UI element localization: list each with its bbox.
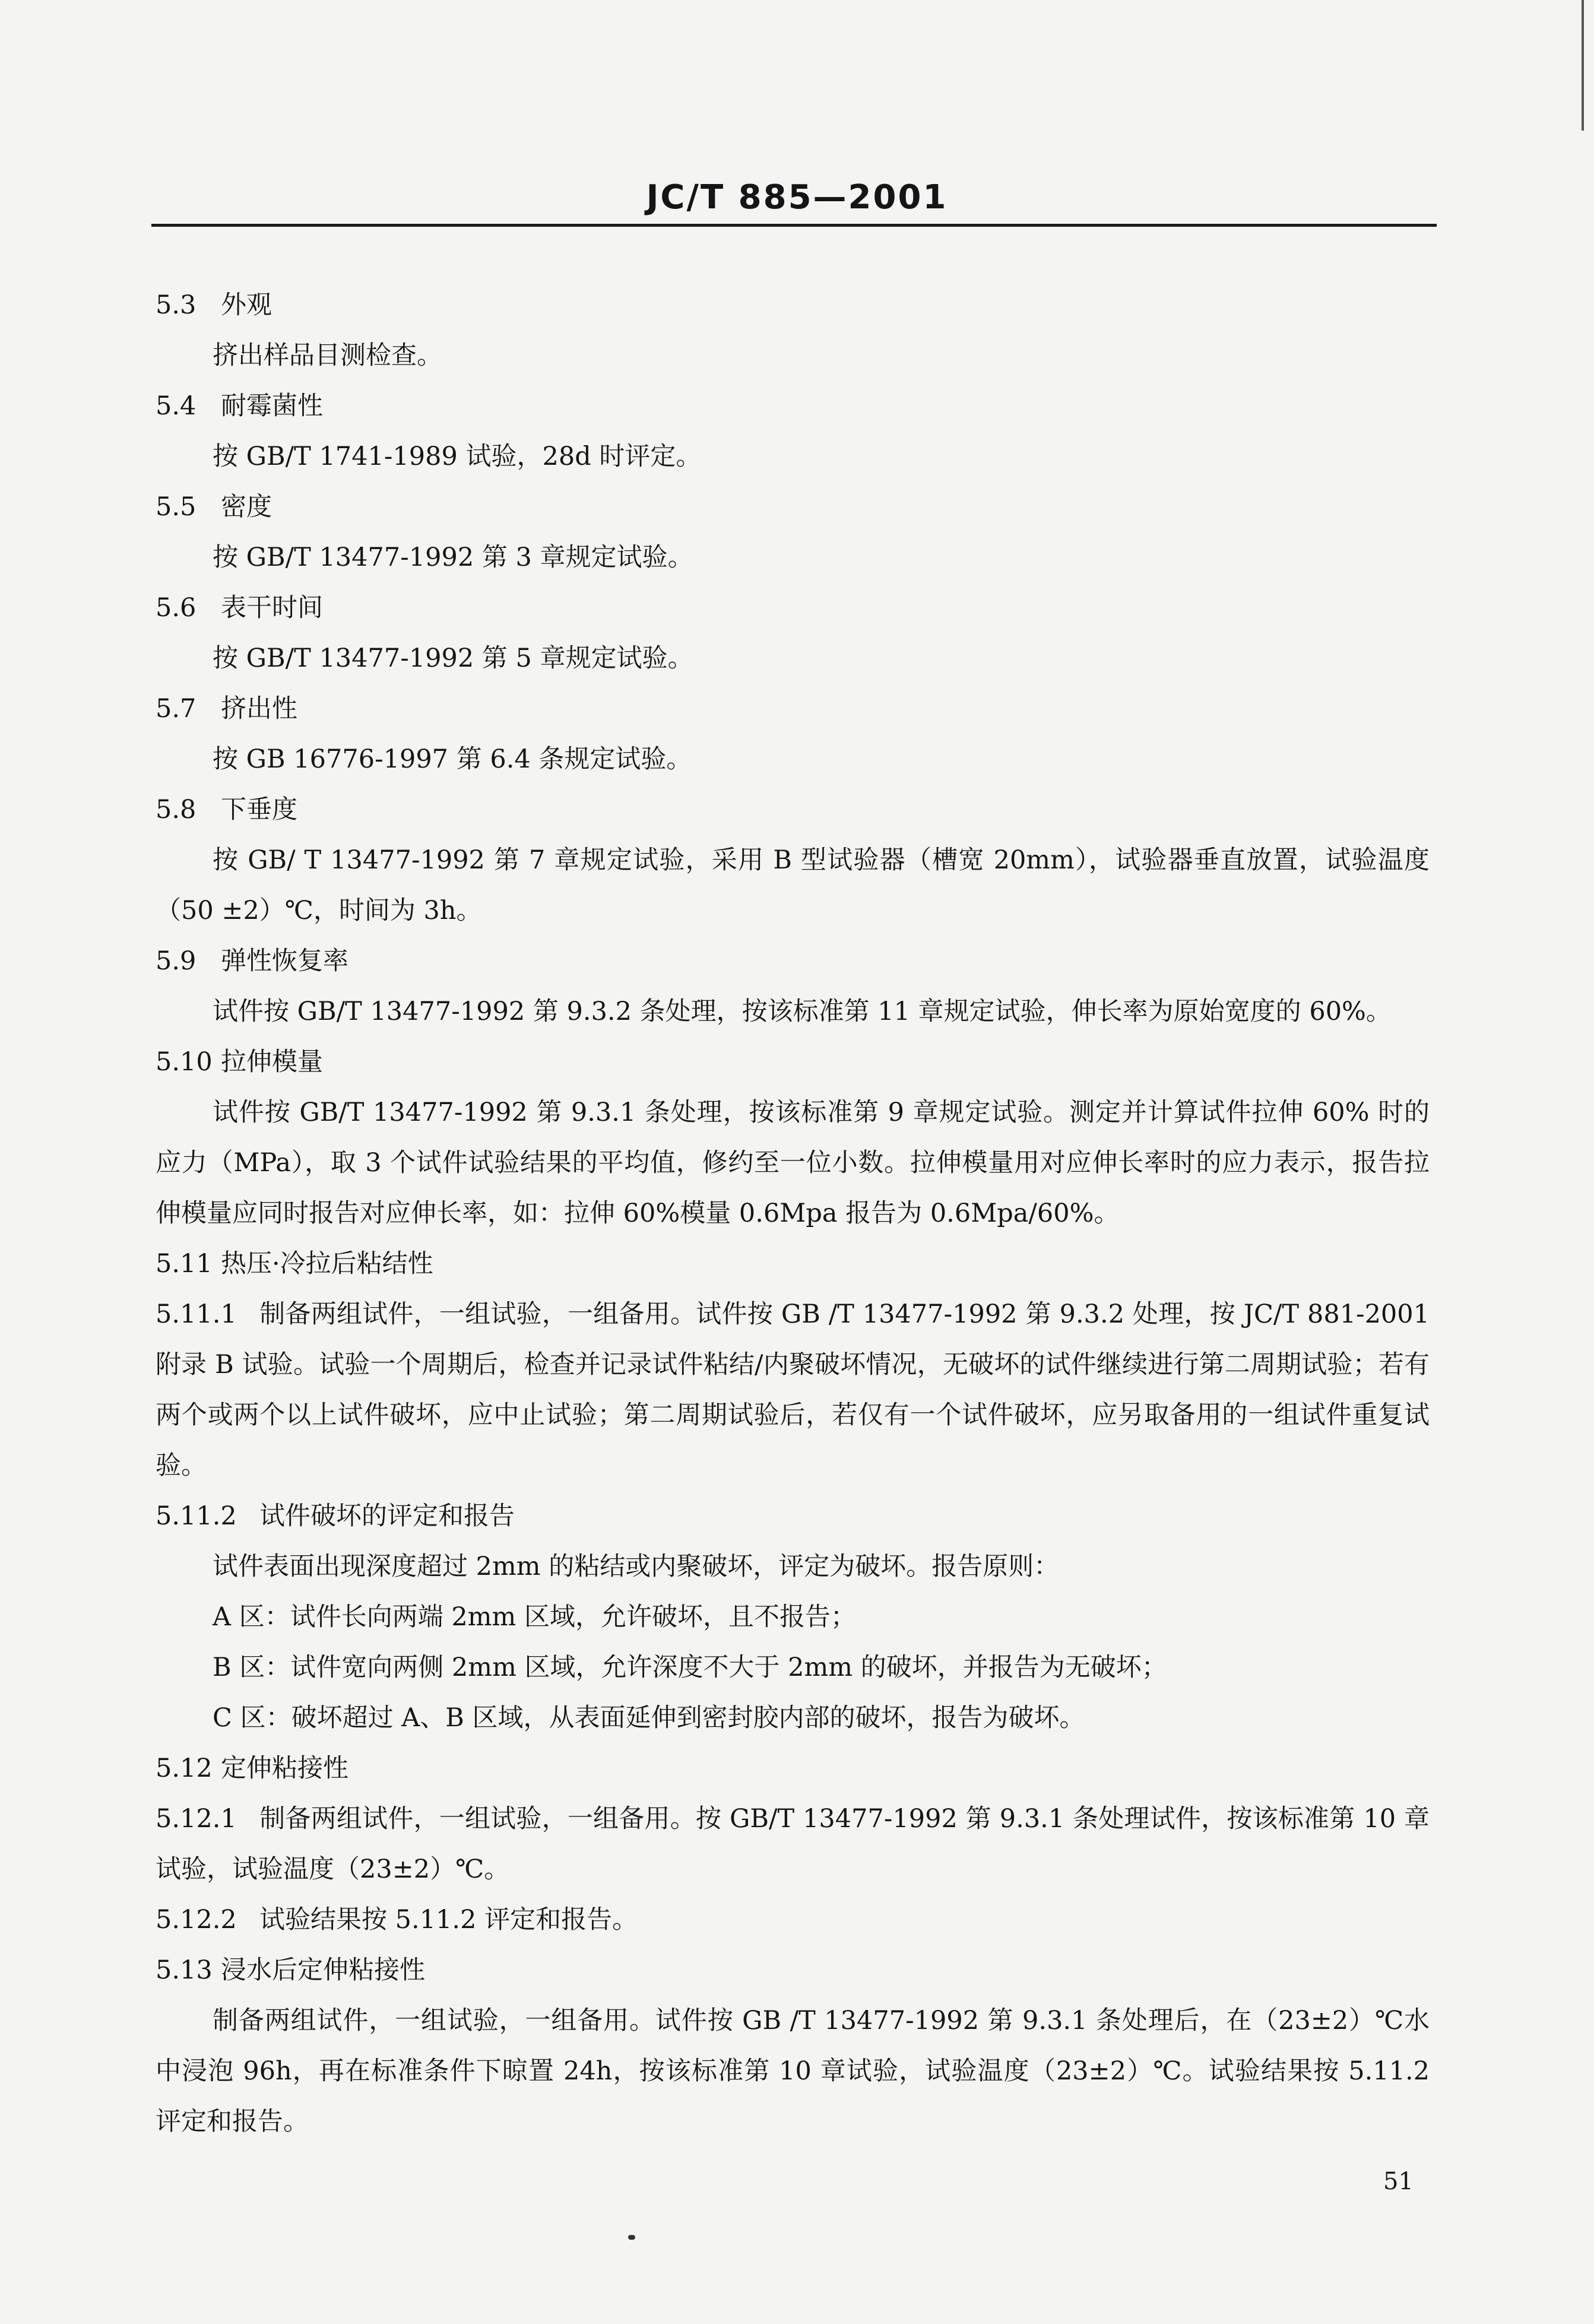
section-heading-5-11-2: 5.11.2 试件破坏的评定和报告 [156,1501,515,1531]
section-body-5-12-2: 5.12.2 试验结果按 5.11.2 评定和报告。 [156,1905,638,1935]
section-body-5-9: 试件按 GB/T 13477-1992 第 9.3.2 条处理，按该标准第 11 章规定试验，伸长率为原始宽度的 60%。 [213,997,1392,1026]
zone-b-rule: B 区：试件宽向两侧 2mm 区域，允许深度不大于 2mm 的破坏，并报告为无破坏； [213,1653,1167,1682]
standard-code-header: JC/T 885—2001 [646,178,948,217]
page-number: 51 [1383,2168,1414,2195]
section-heading-5-3: 5.3 外观 [156,290,272,320]
scan-dot-mark [628,2235,635,2240]
section-heading-5-13: 5.13 浸水后定伸粘接性 [156,1955,425,1985]
section-body-5-11-1: 5.11.1 制备两组试件，一组试验，一组备用。试件按 GB /T 13477-1992 第 9.3.2 处理，按 JC/T 881-2001 附录 B 试验。试验一个周期后，检查并记录试件粘结/内聚破坏情况，无破坏的试件继续进行第二周期试验；若有两个或两个以上试件破坏，应中止试验；第二周期试验后，若仅有一个试件破坏，应另取备用的一组试件重复试验。 [156,1299,1430,1480]
section-heading-5-9: 5.9 弹性恢复率 [156,946,348,976]
zone-c-rule: C 区：破坏超过 A、B 区域，从表面延伸到密封胶内部的破坏，报告为破坏。 [213,1703,1085,1733]
section-heading-5-6: 5.6 表干时间 [156,593,323,623]
section-body-5-13: 制备两组试件，一组试验，一组备用。试件按 GB /T 13477-1992 第 9.3.1 条处理后，在（23±2）℃水中浸泡 96h，再在标准条件下晾置 24h，按该标准第 10 章试验，试验温度（23±2）℃。试验结果按 5.11.2 评定和报告。 [156,2006,1430,2136]
section-body-5-5: 按 GB/T 13477-1992 第 3 章规定试验。 [213,543,693,572]
document-body [156,280,1430,2147]
section-body-5-4: 按 GB/T 1741-1989 试验，28d 时评定。 [213,442,702,471]
section-heading-5-12: 5.12 定伸粘接性 [156,1754,348,1783]
section-body-5-12-1: 5.12.1 制备两组试件，一组试验，一组备用。按 GB/T 13477-1992 第 9.3.1 条处理试件，按该标准第 10 章试验，试验温度（23±2）℃。 [156,1804,1430,1884]
section-heading-5-11: 5.11 热压·冷拉后粘结性 [156,1249,433,1279]
section-body-5-6: 按 GB/T 13477-1992 第 5 章规定试验。 [213,643,693,673]
scan-edge-mark [1582,0,1584,131]
zone-a-rule: A 区：试件长向两端 2mm 区域，允许破坏，且不报告； [213,1602,856,1632]
section-body-5-8: 按 GB/ T 13477-1992 第 7 章规定试验，采用 B 型试验器（槽宽 20mm），试验器垂直放置，试验温度（50 ±2）℃，时间为 3h。 [156,845,1430,925]
section-heading-5-4: 5.4 耐霉菌性 [156,391,323,421]
section-heading-5-7: 5.7 挤出性 [156,694,297,724]
section-heading-5-8: 5.8 下垂度 [156,795,297,825]
header-rule [151,224,1437,227]
section-body-5-11-2: 试件表面出现深度超过 2mm 的粘结或内聚破坏，评定为破坏。报告原则： [213,1552,1060,1581]
section-heading-5-10: 5.10 拉伸模量 [156,1047,323,1077]
section-body-5-7: 按 GB 16776-1997 第 6.4 条规定试验。 [213,744,692,774]
section-body-5-3: 挤出样品目测检查。 [213,341,442,370]
section-body-5-10: 试件按 GB/T 13477-1992 第 9.3.1 条处理，按该标准第 9 章规定试验。测定并计算试件拉伸 60% 时的应力（MPa），取 3 个试件试验结果的平均值，修约至一位小数。拉伸模量用对应伸长率时的应力表示，报告拉伸模量应同时报告对应伸长率，如：拉伸 60%模量 0.6Mpa 报告为 0.6Mpa/60%。 [156,1098,1430,1228]
section-heading-5-5: 5.5 密度 [156,492,272,522]
